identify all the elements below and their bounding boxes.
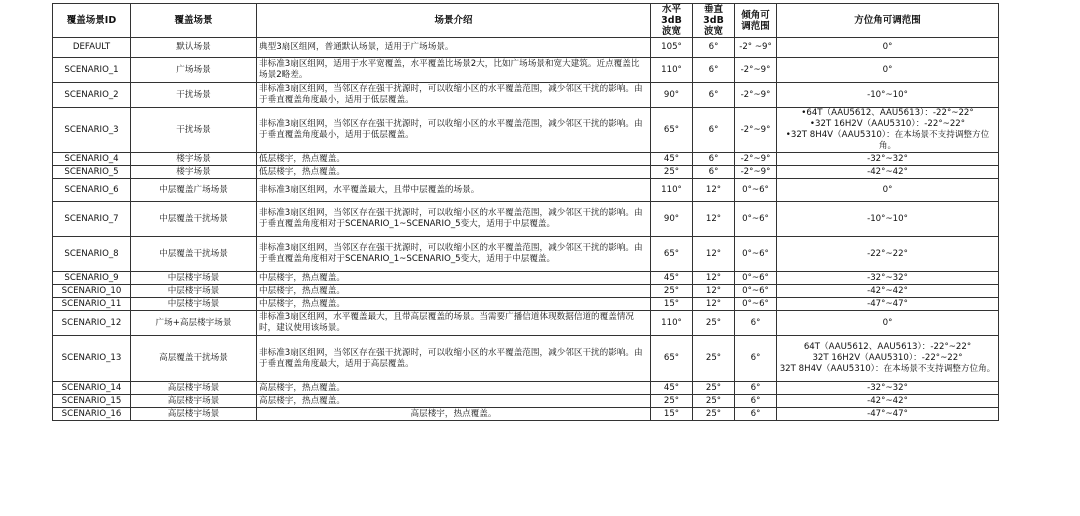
header-azimuth-range: 方位角可调范围 (777, 4, 999, 38)
cell-tilt: 6° (735, 395, 777, 408)
cell-scenario: 高层覆盖干扰场景 (131, 336, 257, 382)
cell-scenario: 中层楼宇场景 (131, 272, 257, 285)
cell-azimuth: 0° (777, 58, 999, 83)
cell-description: 非标准3扇区组网，当邻区存在强干扰源时，可以收缩小区的水平覆盖范围，减少邻区干扰的影响。由于垂直覆盖角度最小，适用于低层覆盖。 (257, 83, 651, 108)
table-row (53, 179, 999, 202)
table-row (53, 311, 999, 336)
cell-description: 非标准3扇区组网，当邻区存在强干扰源时，可以收缩小区的水平覆盖范围，减少邻区干扰的影响。由于垂直覆盖角度相对于SCENARIO_1~SCENARIO_5变大，适用于中层覆盖。 (257, 202, 651, 237)
header-scenario: 覆盖场景 (131, 4, 257, 38)
cell-h3db: 25° (651, 395, 693, 408)
cell-scenario: 中层覆盖广场场景 (131, 179, 257, 202)
cell-h3db: 15° (651, 408, 693, 421)
cell-v3db: 25° (693, 382, 735, 395)
cell-scenario: 中层覆盖干扰场景 (131, 237, 257, 272)
cell-tilt: 6° (735, 311, 777, 336)
cell-tilt: 0°~6° (735, 179, 777, 202)
cell-scenario: 干扰场景 (131, 108, 257, 153)
cell-description: 非标准3扇区组网，水平覆盖最大，且带高层覆盖的场景。当需要广播信道体现数据信道的覆盖情况时，建议使用该场景。 (257, 311, 651, 336)
cell-azimuth: -32°~32° (777, 382, 999, 395)
cell-description: 非标准3扇区组网，当邻区存在强干扰源时，可以收缩小区的水平覆盖范围，减少邻区干扰的影响。由于垂直覆盖角度最大，适用于高层覆盖。 (257, 336, 651, 382)
cell-scenario-id: SCENARIO_6 (53, 179, 131, 202)
cell-v3db: 12° (693, 272, 735, 285)
cell-h3db: 65° (651, 237, 693, 272)
table-row (53, 336, 999, 382)
table-row (53, 83, 999, 108)
table-row (53, 285, 999, 298)
cell-h3db: 45° (651, 272, 693, 285)
cell-h3db: 110° (651, 179, 693, 202)
cell-azimuth: -32°~32° (777, 272, 999, 285)
header-tilt-range: 倾角可 调范围 (735, 4, 777, 38)
cell-h3db: 45° (651, 382, 693, 395)
cell-scenario-id: SCENARIO_14 (53, 382, 131, 395)
scenario-table (52, 3, 999, 421)
cell-v3db: 12° (693, 179, 735, 202)
cell-tilt: 0°~6° (735, 298, 777, 311)
table-row (53, 153, 999, 166)
cell-scenario-id: DEFAULT (53, 38, 131, 58)
cell-description: 中层楼宇，热点覆盖。 (257, 285, 651, 298)
cell-tilt: 6° (735, 382, 777, 395)
cell-azimuth: 0° (777, 311, 999, 336)
cell-scenario: 高层楼宇场景 (131, 395, 257, 408)
cell-scenario-id: SCENARIO_7 (53, 202, 131, 237)
cell-v3db: 6° (693, 58, 735, 83)
cell-scenario: 楼宇场景 (131, 153, 257, 166)
header-h3db-beamwidth: 水平3dB 波宽 (651, 4, 693, 38)
table-row (53, 408, 999, 421)
cell-azimuth: 0° (777, 38, 999, 58)
cell-tilt: -2°~9° (735, 153, 777, 166)
cell-tilt: -2°~9° (735, 166, 777, 179)
cell-v3db: 6° (693, 108, 735, 153)
cell-description: 典型3扇区组网，普通默认场景，适用于广场场景。 (257, 38, 651, 58)
cell-description: 高层楼宇，热点覆盖。 (257, 408, 651, 421)
table-row (53, 58, 999, 83)
cell-description: 低层楼宇，热点覆盖。 (257, 166, 651, 179)
cell-scenario-id: SCENARIO_3 (53, 108, 131, 153)
cell-scenario-id: SCENARIO_15 (53, 395, 131, 408)
header-v3db-beamwidth: 垂直3dB 波宽 (693, 4, 735, 38)
cell-description: 非标准3扇区组网，适用于水平宽覆盖，水平覆盖比场景2大，比如广场场景和宽大建筑。近点覆盖比场景2略差。 (257, 58, 651, 83)
cell-tilt: -2° ~9° (735, 38, 777, 58)
cell-v3db: 6° (693, 153, 735, 166)
cell-azimuth: 0° (777, 179, 999, 202)
cell-h3db: 90° (651, 202, 693, 237)
cell-azimuth: -32°~32° (777, 153, 999, 166)
cell-tilt: 6° (735, 336, 777, 382)
cell-h3db: 110° (651, 311, 693, 336)
cell-v3db: 6° (693, 38, 735, 58)
cell-v3db: 6° (693, 83, 735, 108)
cell-scenario-id: SCENARIO_13 (53, 336, 131, 382)
table-row (53, 38, 999, 58)
cell-description: 高层楼宇，热点覆盖。 (257, 382, 651, 395)
cell-tilt: 0°~6° (735, 202, 777, 237)
cell-scenario: 中层覆盖干扰场景 (131, 202, 257, 237)
cell-description: 非标准3扇区组网，水平覆盖最大，且带中层覆盖的场景。 (257, 179, 651, 202)
cell-h3db: 110° (651, 58, 693, 83)
cell-scenario-id: SCENARIO_8 (53, 237, 131, 272)
cell-scenario-id: SCENARIO_4 (53, 153, 131, 166)
table-row (53, 382, 999, 395)
cell-scenario: 楼宇场景 (131, 166, 257, 179)
cell-azimuth: -10°~10° (777, 202, 999, 237)
cell-tilt: -2°~9° (735, 83, 777, 108)
cell-tilt: -2°~9° (735, 58, 777, 83)
cell-scenario-id: SCENARIO_16 (53, 408, 131, 421)
cell-h3db: 45° (651, 153, 693, 166)
cell-scenario-id: SCENARIO_11 (53, 298, 131, 311)
cell-azimuth: -10°~10° (777, 83, 999, 108)
table-body (53, 38, 999, 421)
header-description: 场景介绍 (257, 4, 651, 38)
cell-scenario: 广场+高层楼宇场景 (131, 311, 257, 336)
cell-scenario-id: SCENARIO_10 (53, 285, 131, 298)
cell-h3db: 25° (651, 166, 693, 179)
cell-scenario: 默认场景 (131, 38, 257, 58)
cell-v3db: 25° (693, 336, 735, 382)
cell-h3db: 90° (651, 83, 693, 108)
cell-tilt: 0°~6° (735, 272, 777, 285)
table-row (53, 166, 999, 179)
cell-scenario-id: SCENARIO_2 (53, 83, 131, 108)
table-row (53, 108, 999, 153)
table-row (53, 202, 999, 237)
cell-azimuth: 64T（AAU5612、AAU5613）：-22°~22° 32T 16H2V（AAU5310）：-22°~22° 32T 8H4V（AAU5310）：在本场景不支持调整方位角。 (777, 336, 999, 382)
cell-azimuth: -22°~22° (777, 237, 999, 272)
table-row (53, 237, 999, 272)
cell-v3db: 6° (693, 166, 735, 179)
cell-v3db: 12° (693, 237, 735, 272)
cell-azimuth: -42°~42° (777, 166, 999, 179)
cell-tilt: -2°~9° (735, 108, 777, 153)
cell-description: 中层楼宇，热点覆盖。 (257, 272, 651, 285)
cell-scenario-id: SCENARIO_5 (53, 166, 131, 179)
cell-tilt: 0°~6° (735, 237, 777, 272)
cell-h3db: 25° (651, 285, 693, 298)
table-row (53, 272, 999, 285)
cell-scenario: 中层楼宇场景 (131, 285, 257, 298)
cell-description: 低层楼宇，热点覆盖。 (257, 153, 651, 166)
cell-scenario: 高层楼宇场景 (131, 382, 257, 395)
cell-h3db: 105° (651, 38, 693, 58)
cell-scenario: 干扰场景 (131, 83, 257, 108)
cell-scenario: 广场场景 (131, 58, 257, 83)
cell-v3db: 12° (693, 202, 735, 237)
header-scenario-id: 覆盖场景ID (53, 4, 131, 38)
cell-h3db: 65° (651, 336, 693, 382)
cell-scenario: 高层楼宇场景 (131, 408, 257, 421)
cell-v3db: 12° (693, 298, 735, 311)
cell-v3db: 25° (693, 311, 735, 336)
cell-scenario-id: SCENARIO_1 (53, 58, 131, 83)
cell-tilt: 6° (735, 408, 777, 421)
cell-scenario-id: SCENARIO_9 (53, 272, 131, 285)
cell-description: 非标准3扇区组网，当邻区存在强干扰源时，可以收缩小区的水平覆盖范围，减少邻区干扰的影响。由于垂直覆盖角度最小，适用于低层覆盖。 (257, 108, 651, 153)
cell-azimuth: -42°~42° (777, 285, 999, 298)
cell-description: 中层楼宇，热点覆盖。 (257, 298, 651, 311)
cell-v3db: 25° (693, 395, 735, 408)
cell-h3db: 15° (651, 298, 693, 311)
cell-description: 非标准3扇区组网，当邻区存在强干扰源时，可以收缩小区的水平覆盖范围，减少邻区干扰的影响。由于垂直覆盖角度相对于SCENARIO_1~SCENARIO_5变大，适用于中层覆盖。 (257, 237, 651, 272)
cell-scenario: 中层楼宇场景 (131, 298, 257, 311)
cell-azimuth: -42°~42° (777, 395, 999, 408)
table-row (53, 395, 999, 408)
cell-azimuth: -47°~47° (777, 408, 999, 421)
cell-v3db: 25° (693, 408, 735, 421)
cell-h3db: 65° (651, 108, 693, 153)
cell-azimuth: •64T（AAU5612、AAU5613）：-22°~22° •32T 16H2V（AAU5310）：-22°~22° •32T 8H4V（AAU5310）：在本场景不支持调整方位角。 (777, 108, 999, 153)
cell-tilt: 0°~6° (735, 285, 777, 298)
table-header-row (53, 4, 999, 38)
cell-description: 高层楼宇，热点覆盖。 (257, 395, 651, 408)
cell-v3db: 12° (693, 285, 735, 298)
cell-scenario-id: SCENARIO_12 (53, 311, 131, 336)
table-row (53, 298, 999, 311)
cell-azimuth: -47°~47° (777, 298, 999, 311)
